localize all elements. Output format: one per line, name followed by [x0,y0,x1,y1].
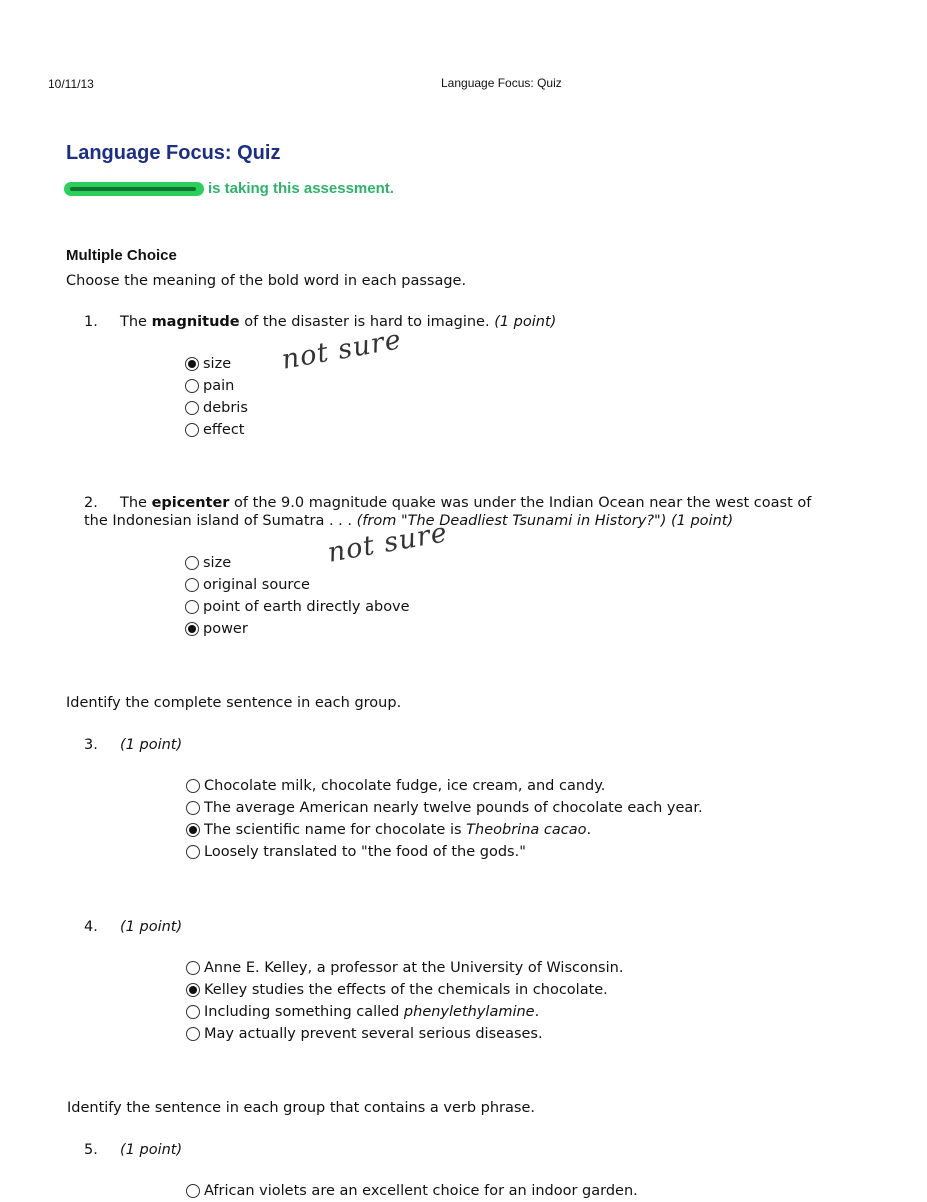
radio[interactable] [185,556,199,570]
q4-option-3[interactable]: Including something called phenylethylamine . [186,1001,623,1023]
header-date: 10/11/13 [48,77,94,91]
q3-option-3[interactable]: The scientific name for chocolate is Theobrina cacao . [186,819,703,841]
question-number: 5. [84,1142,98,1158]
radio-selected[interactable] [185,357,199,371]
radio[interactable] [186,961,200,975]
points-label: (1 point) [120,737,183,753]
points-label: (1 point) [120,1142,183,1158]
q2-option-original-source[interactable]: original source [185,574,410,596]
question-3 [84,737,182,753]
q2-option-size[interactable]: size [185,552,410,574]
q1-option-pain[interactable]: pain [185,375,248,397]
radio[interactable] [186,801,200,815]
q2-option-power[interactable]: power [185,618,410,640]
section-instruction: Identify the sentence in each group that contains a verb phrase. [67,1100,535,1116]
question-number: 1. [84,314,98,330]
question-number: 3. [84,737,98,753]
handwritten-note: not sure [325,517,451,569]
radio[interactable] [185,379,199,393]
radio[interactable] [186,1184,200,1198]
radio-selected[interactable] [186,983,200,997]
q5-option-1[interactable]: African violets are an excellent choice for an indoor garden. [186,1180,638,1202]
question-4 [84,919,182,935]
source-citation: (from "The Deadliest Tsunami in History?") [356,513,667,529]
header-doc-title: Language Focus: Quiz [441,76,562,90]
handwritten-note: not sure [279,324,405,376]
section-instruction: Choose the meaning of the bold word in each passage. [66,273,467,289]
radio[interactable] [185,600,199,614]
q4-option-1[interactable]: Anne E. Kelley, a professor at the University of Wisconsin. [186,957,623,979]
redacted-name-mark [64,182,204,196]
q4-option-2[interactable]: Kelley studies the effects of the chemicals in chocolate. [186,979,623,1001]
q5-options [186,1180,638,1202]
radio-selected[interactable] [186,823,200,837]
q1-option-debris[interactable]: debris [185,397,248,419]
q4-options [186,957,623,1045]
q3-option-1[interactable]: Chocolate milk, chocolate fudge, ice cream, and candy. [186,775,703,797]
bold-word: epicenter [151,495,230,511]
status-text: is taking this assessment. [208,180,394,197]
q1-option-effect[interactable]: effect [185,419,248,441]
assessment-status [64,180,394,197]
radio[interactable] [185,578,199,592]
question-5 [84,1142,182,1158]
question-2: 2. The epicenter of the 9.0 magnitude quake was under the Indian Ocean near the west coast of the Indonesian island of Sumatra . . . (from "The Deadliest Tsunami in History?") (1 point) [84,495,812,529]
page-title: Language Focus: Quiz [66,142,281,164]
points-label: (1 point) [120,919,183,935]
radio[interactable] [186,779,200,793]
question-number: 2. [84,495,98,511]
q2-options [185,552,410,640]
section-instruction: Identify the complete sentence in each group. [66,695,402,711]
bold-word: magnitude [151,314,240,330]
q3-option-4[interactable]: Loosely translated to "the food of the gods." [186,841,703,863]
q1-option-size[interactable]: size [185,353,248,375]
q3-option-2[interactable]: The average American nearly twelve pounds of chocolate each year. [186,797,703,819]
radio[interactable] [186,1005,200,1019]
q4-option-4[interactable]: May actually prevent several serious diseases. [186,1023,623,1045]
section-heading: Multiple Choice [66,247,177,264]
radio[interactable] [186,845,200,859]
question-number: 4. [84,919,98,935]
q3-options [186,775,703,863]
points-label: (1 point) [494,314,557,330]
q2-option-point-above[interactable]: point of earth directly above [185,596,410,618]
points-label: (1 point) [670,513,734,529]
radio[interactable] [185,423,199,437]
radio[interactable] [186,1027,200,1041]
radio[interactable] [185,401,199,415]
radio-selected[interactable] [185,622,199,636]
q1-options [185,353,248,441]
question-1: 1. The magnitude of the disaster is hard to imagine. (1 point) [84,314,557,330]
